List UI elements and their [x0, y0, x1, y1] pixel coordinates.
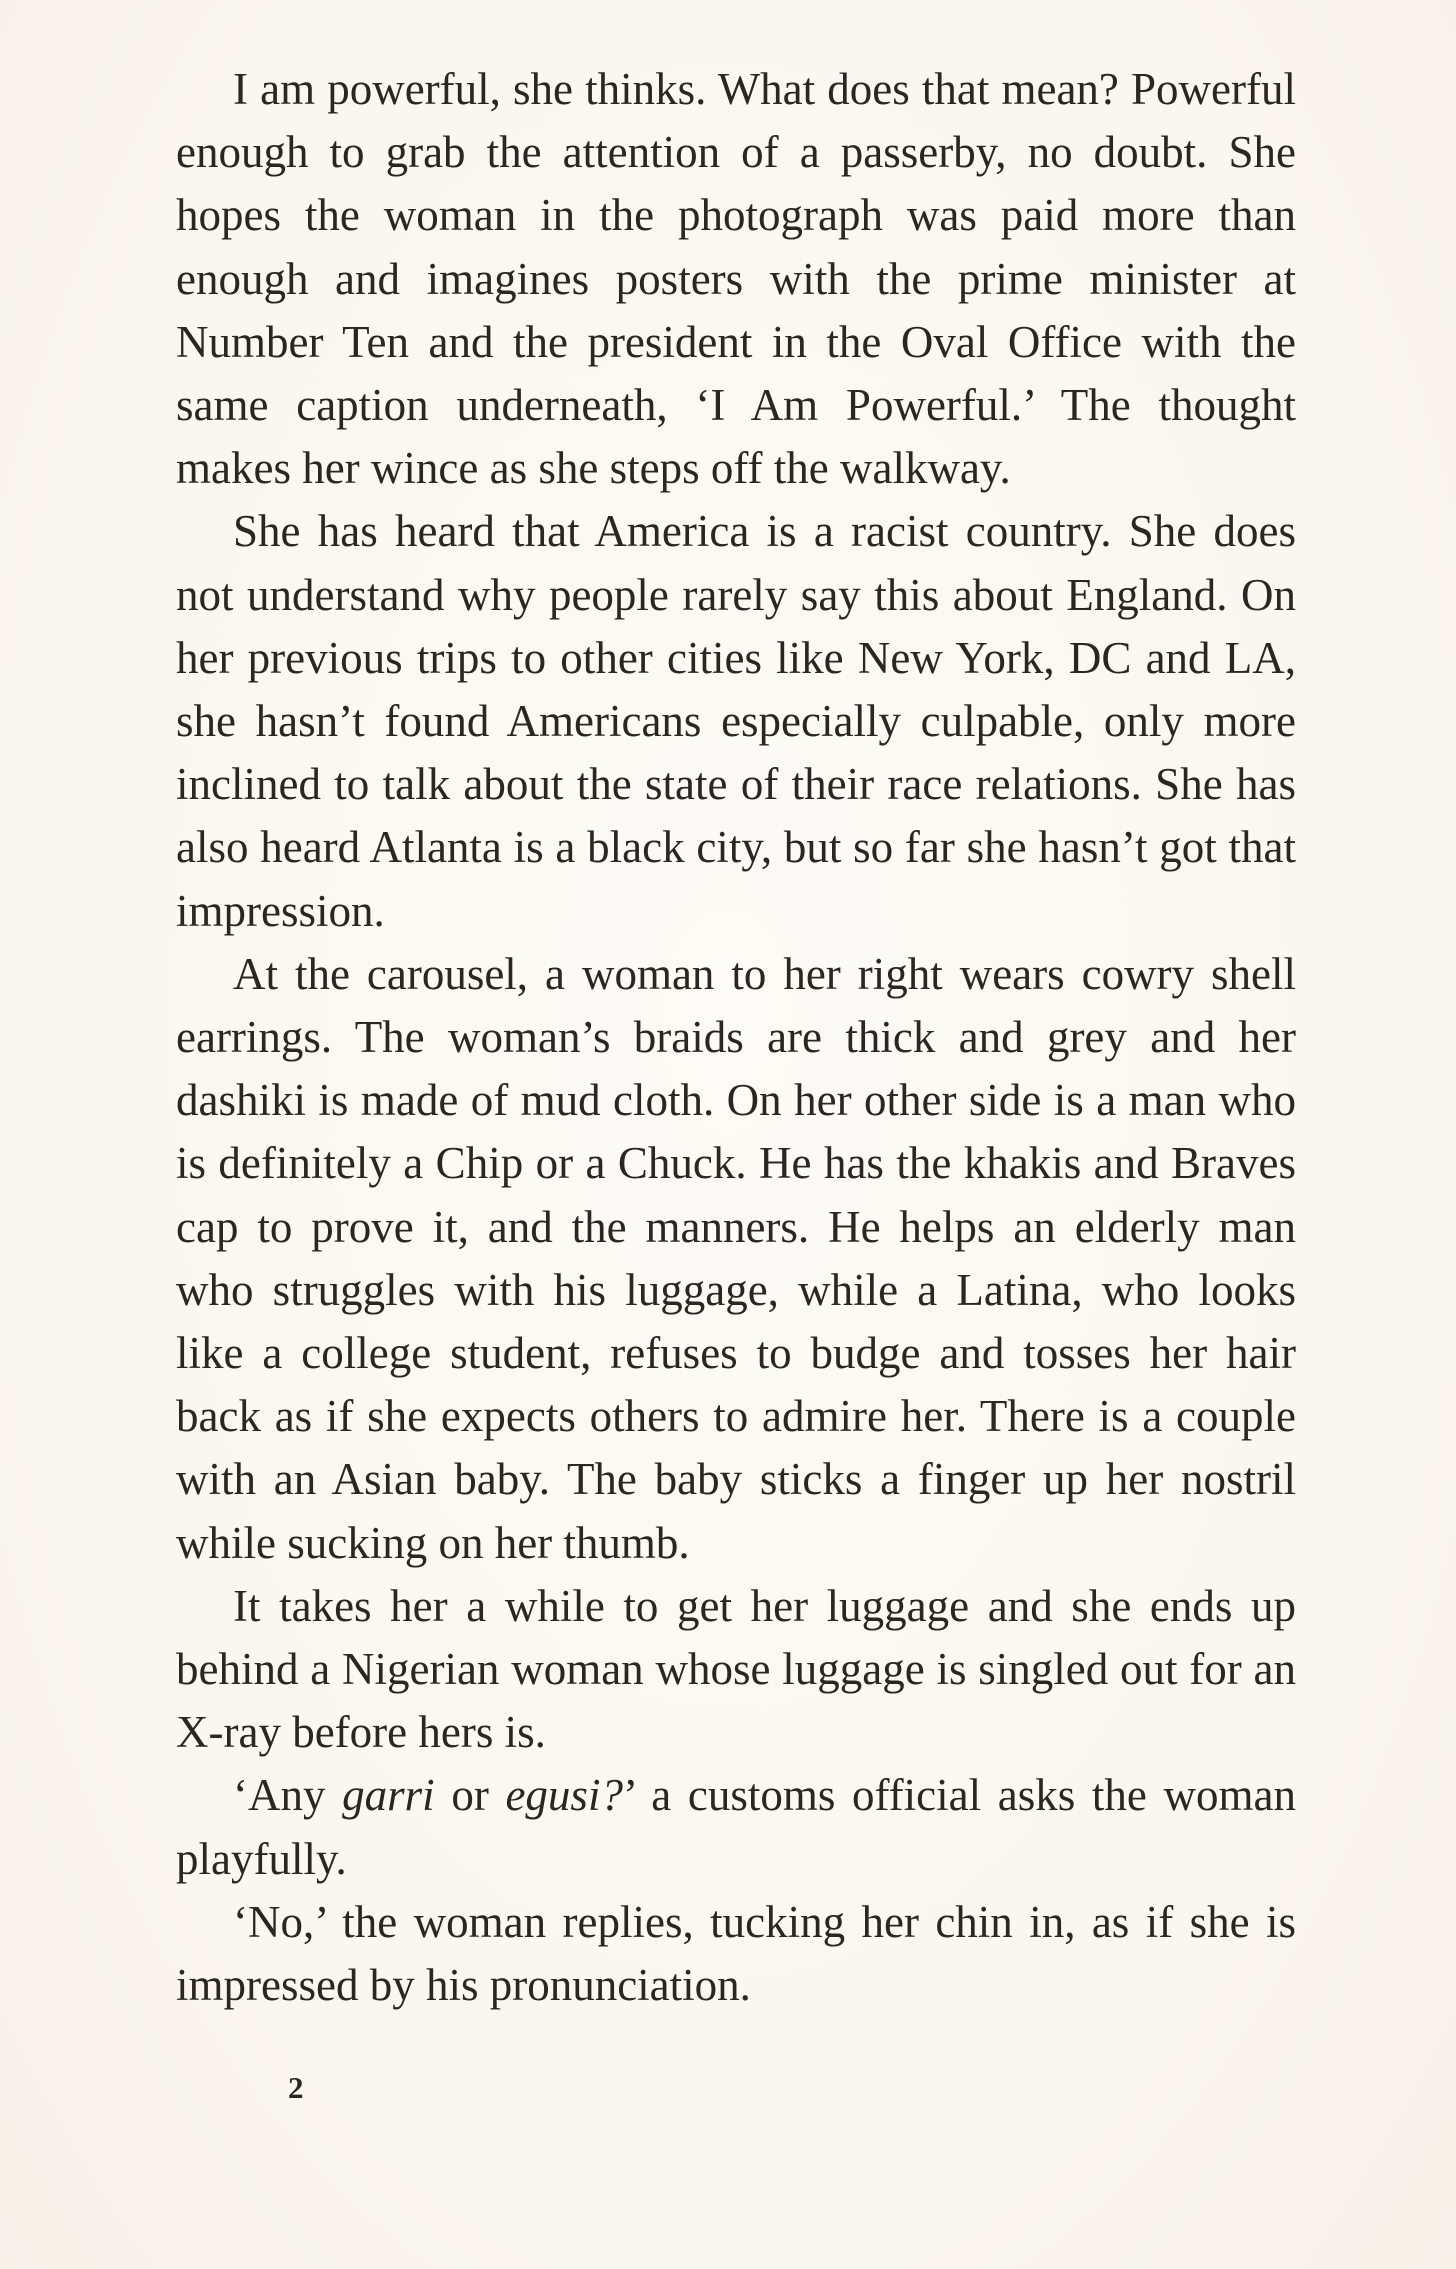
paragraph-4: It takes her a while to get her luggage and she ends up behind a Nigerian woman whose luggage is singled out for an X-ray before hers is.	[176, 1580, 1296, 1758]
italic-word-egusi: egusi?	[505, 1770, 623, 1821]
italic-word-garri: garri	[342, 1770, 435, 1821]
paragraph-6: ‘No,’ the woman replies, tucking her chin in, as if she is impressed by his pronunciation.	[176, 1896, 1296, 2011]
dialogue-mid: or	[434, 1770, 506, 1821]
paragraph-5	[176, 1764, 1296, 1890]
body-text	[176, 58, 1296, 2017]
dialogue-close: ’ a customs official asks the woman playfully.	[176, 1770, 1296, 1884]
paragraph-2: She has heard that America is a racist country. She does not understand why people rarely say this about England. On her previous trips to other cities like New York, DC and LA, she hasn’t found Americans especially culpable, only more inclined to talk about the state of their race relations. She has also heard Atlanta is a black city, but so far she hasn’t got that impression.	[176, 506, 1296, 936]
paragraph-1: I am powerful, she thinks. What does that mean? Powerful enough to grab the attention of a passerby, no doubt. She hopes the woman in the photograph was paid more than enough and imagines posters with the prime minister at Number Ten and the president in the Oval Office with the same caption underneath, ‘I Am Powerful.’ The thought makes her wince as she steps off the walkway.	[176, 64, 1296, 494]
paragraph-3: At the carousel, a woman to her right wears cowry shell earrings. The woman’s braids are thick and grey and her dashiki is made of mud cloth. On her other side is a man who is definitely a Chip or a Chuck. He has the khakis and Braves cap to prove it, and the manners. He helps an elderly man who struggles with his luggage, while a Latina, who looks like a college student, refuses to budge and tosses her hair back as if she expects others to admire her. There is a couple with an Asian baby. The baby sticks a finger up her nostril while sucking on her thumb.	[176, 948, 1296, 1568]
dialogue-open: ‘Any	[233, 1770, 343, 1821]
page-number: 2	[288, 2070, 304, 2105]
